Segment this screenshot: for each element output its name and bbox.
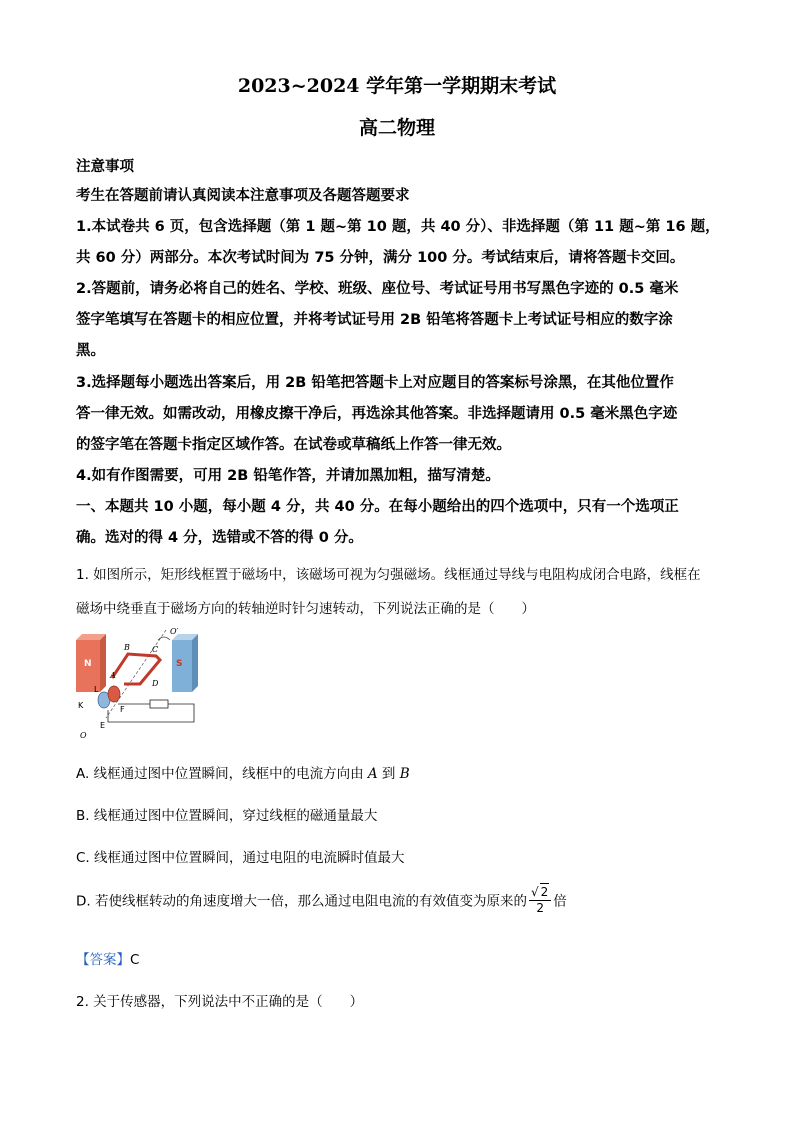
label-s: S [176, 659, 183, 669]
exam-subject: 高二物理 [358, 117, 435, 139]
fraction-numerator: 2 [540, 885, 549, 899]
resistor [150, 700, 168, 708]
q1-option-a [76, 762, 726, 782]
q1-option-c: C. 线框通过图中位置瞬间，通过电阻的电流瞬时值最大 [76, 850, 405, 866]
option-d-text: D. 若使线框转动的角速度增大一倍，那么通过电阻电流的有效值变为原来的 [76, 893, 527, 910]
q1-option-d [76, 885, 726, 918]
q1-stem: 1. 如图所示，矩形线框置于磁场中，该磁场可视为匀强磁场。线框通过导线与电阻构成闭合电路，线框在 [76, 567, 701, 583]
q1-answer [76, 948, 726, 968]
q2-stem: 2. 关于传感器，下列说法中不正确的是（ ） [76, 994, 364, 1010]
exam-title: 2023~2024 学年第一学期期末考试 [237, 75, 557, 97]
magnet-s-side [192, 634, 198, 692]
notice-line: 答一律无效。如需改动，用橡皮擦干净后，再选涂其他答案。非选择题请用 0.5 毫米黑色字迹 [76, 406, 678, 422]
notice-line: 签字笔填写在答题卡的相应位置，并将考试证号用 2B 铅笔将答题卡上考试证号相应的数字涂 [76, 312, 673, 328]
notice-line: 4.如有作图需要，可用 2B 铅笔作答，并请加黑加粗，描写清楚。 [76, 468, 500, 484]
section-instructions: 确。选对的得 4 分，选错或不答的得 0 分。 [76, 530, 363, 546]
label-n: N [84, 659, 92, 669]
notice-intro: 考生在答题前请认真阅读本注意事项及各题答题要求 [76, 188, 410, 204]
section-instructions: 一、本题共 10 小题，每小题 4 分，共 40 分。在每小题给出的四个选项中，只有一个选项正 [76, 499, 679, 515]
notice-heading: 注意事项 [76, 159, 134, 175]
label-f: F [120, 705, 125, 714]
label-l: L [94, 685, 99, 694]
answer-value: C [130, 952, 140, 968]
notice-line: 2.答题前，请务必将自己的姓名、学校、班级、座位号、考试证号用书写黑色字迹的 0.5 毫米 [76, 281, 679, 297]
fraction-denominator: 2 [536, 901, 544, 915]
q1-option-b: B. 线框通过图中位置瞬间，穿过线框的磁通量最大 [76, 808, 378, 824]
label-o: O [80, 731, 87, 740]
notice-line: 共 60 分）两部分。本次考试时间为 75 分钟，满分 100 分。考试结束后，请将答题卡交回。 [76, 250, 685, 266]
magnet-n-side [100, 634, 106, 692]
label-a: A [110, 671, 116, 680]
option-a-text: A. 线框通过图中位置瞬间，线框中的电流方向由 [76, 766, 368, 782]
label-b: B [124, 643, 130, 652]
generator-figure [74, 626, 200, 744]
label-c: C [152, 645, 159, 654]
answer-label: 【答案】 [76, 952, 130, 968]
option-a-text: 到 [377, 766, 400, 782]
label-k: K [78, 701, 84, 710]
label-e: E [100, 721, 106, 730]
notice-line: 黑。 [76, 343, 105, 359]
option-a-var: A [367, 766, 378, 782]
notice-line: 的签字笔在答题卡指定区域作答。在试卷或草稿纸上作答一律无效。 [76, 437, 511, 453]
slip-ring-l [108, 686, 120, 702]
q1-stem: 磁场中绕垂直于磁场方向的转轴逆时针匀速转动，下列说法正确的是（ ） [76, 601, 535, 617]
sqrt-fraction: $\frac{√ 2}{2}$ [529, 883, 551, 916]
option-d-text: 倍 [553, 893, 567, 910]
label-o-prime: O′ [170, 627, 179, 636]
label-d: D [152, 679, 159, 688]
notice-line: 1.本试卷共 6 页，包含选择题（第 1 题~第 10 题，共 40 分）、非选择题（第 11 题~第 16 题， [76, 219, 720, 235]
option-a-var: B [399, 766, 410, 782]
notice-line: 3.选择题每小题选出答案后，用 2B 铅笔把答题卡上对应题目的答案标号涂黑，在其他位置作 [76, 375, 674, 391]
